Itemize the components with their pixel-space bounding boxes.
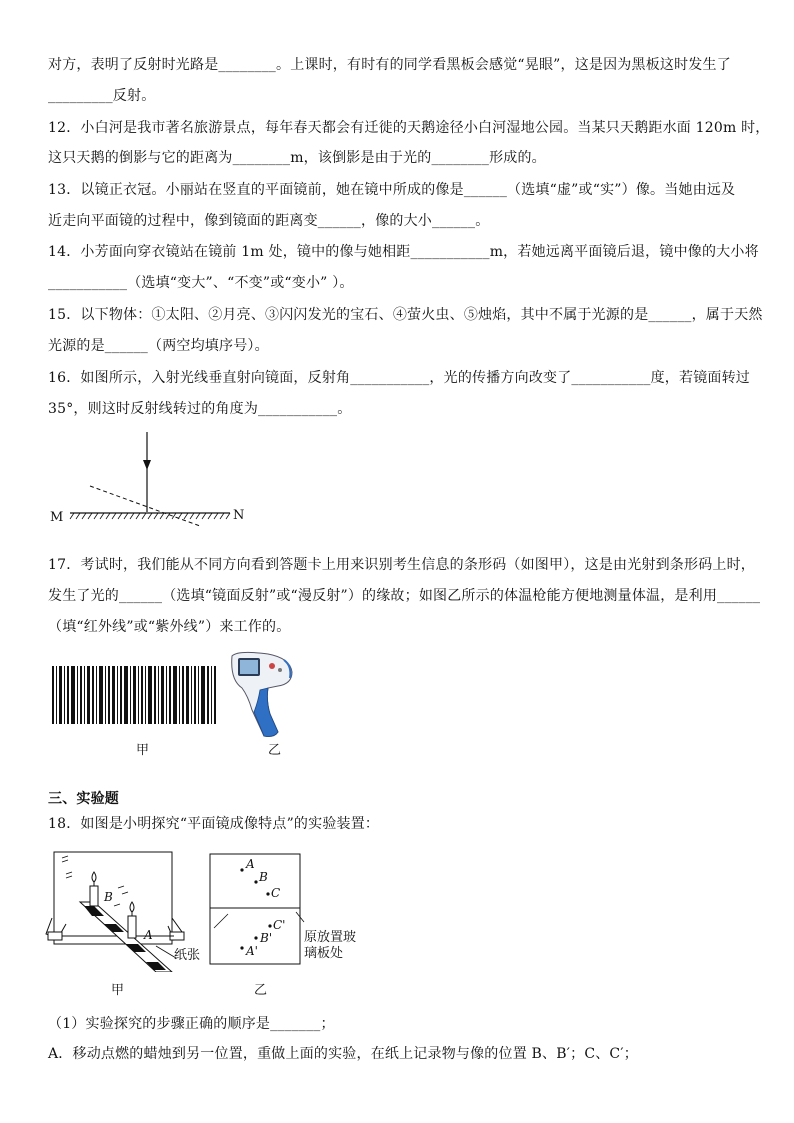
text-line: 发生了光的______（选填“镜面反射”或“漫反射”）的缘故；如图乙所示的体温枪能方便地测量体温，是利用______ [48,588,761,604]
text-line: _________反射。 [48,88,156,104]
text-line: 光源的是______（两空均填序号）。 [48,338,269,354]
figure-17-caption-b: 乙 [268,743,282,758]
paper-label: 纸张 [174,948,201,963]
mirror-reflection-figure [40,428,260,528]
point-label-b: B [259,870,268,884]
point-label-c-prime: C' [273,918,286,932]
question-14-line: 14．小芳面向穿衣镜站在镜前 1m 处，镜中的像与她相距___________m，若她远离平面镜后退，镜中像的大小将 [48,244,759,260]
question-16-line: 16．如图所示，入射光线垂直射向镜面，反射角___________，光的传播方向改变了___________度，若镜面转过 [48,370,751,386]
point-label-a-prime: A' [246,944,258,958]
figure-18-caption-b: 乙 [254,983,268,998]
point-label-a: A [246,857,255,871]
text-line: 近走向平面镜的过程中，像到镜面的距离变______，像的大小______。 [48,213,490,229]
text-line: ___________（选填“变大”、“不变”或“变小” ）。 [48,275,354,291]
glass-note-line1: 原放置玻 [304,930,357,945]
candle-label-a: A [144,928,153,942]
text-line: 这只天鹅的倒影与它的距离为________m，该倒影是由于光的________形成的。 [48,150,546,166]
question-13-line: 13．以镜正衣冠。小丽站在竖直的平面镜前，她在镜中所成的像是______（选填“虚”或“实”）像。当她由远及 [48,182,736,198]
point-label-c: C [271,886,281,900]
thermometer-gun-image [228,650,298,738]
paper-record-figure [208,852,308,968]
plane-mirror-apparatus-figure [44,848,194,972]
question-18-part-1: （1）实验探究的步骤正确的顺序是_______； [48,1016,335,1032]
candle-label-b: B [104,890,113,904]
glass-note-line2: 璃板处 [304,946,344,961]
question-15-line: 15．以下物体：①太阳、②月亮、③闪闪发光的宝石、④萤火虫、⑤烛焰，其中不属于光源的是______，属于天然 [48,307,763,323]
question-18-stem: 18．如图是小明探究“平面镜成像特点”的实验装置： [48,816,380,832]
figure-18-caption-a: 甲 [111,983,125,998]
question-18-option-a: A．移动点燃的蜡烛到另一位置，重做上面的实验，在纸上记录物与像的位置 B、B′；C、C′； [48,1046,638,1062]
text-line: 35°，则这时反射线转过的角度为___________。 [48,401,352,417]
mirror-label-m: M [50,510,64,525]
point-label-b-prime: B' [260,931,273,945]
section-title: 三、实验题 [48,791,119,807]
barcode-image [52,666,216,724]
figure-17-caption-a: 甲 [136,743,150,758]
text-line: 对方，表明了反射时光路是________。上课时，有时有的同学看黑板会感觉“晃眼”，这是因为黑板这时发生了 [48,57,731,73]
question-17-line: 17．考试时，我们能从不同方向看到答题卡上用来识别考生信息的条形码（如图甲），这是由光射到条形码上时， [48,557,756,573]
text-line: （填“红外线”或“紫外线”）来工作的。 [48,619,291,635]
question-12-line: 12．小白河是我市著名旅游景点，每年春天都会有迁徙的天鹅途径小白河湿地公园。当某只天鹅距水面 120m 时， [48,120,770,136]
mirror-label-n: N [233,508,245,523]
